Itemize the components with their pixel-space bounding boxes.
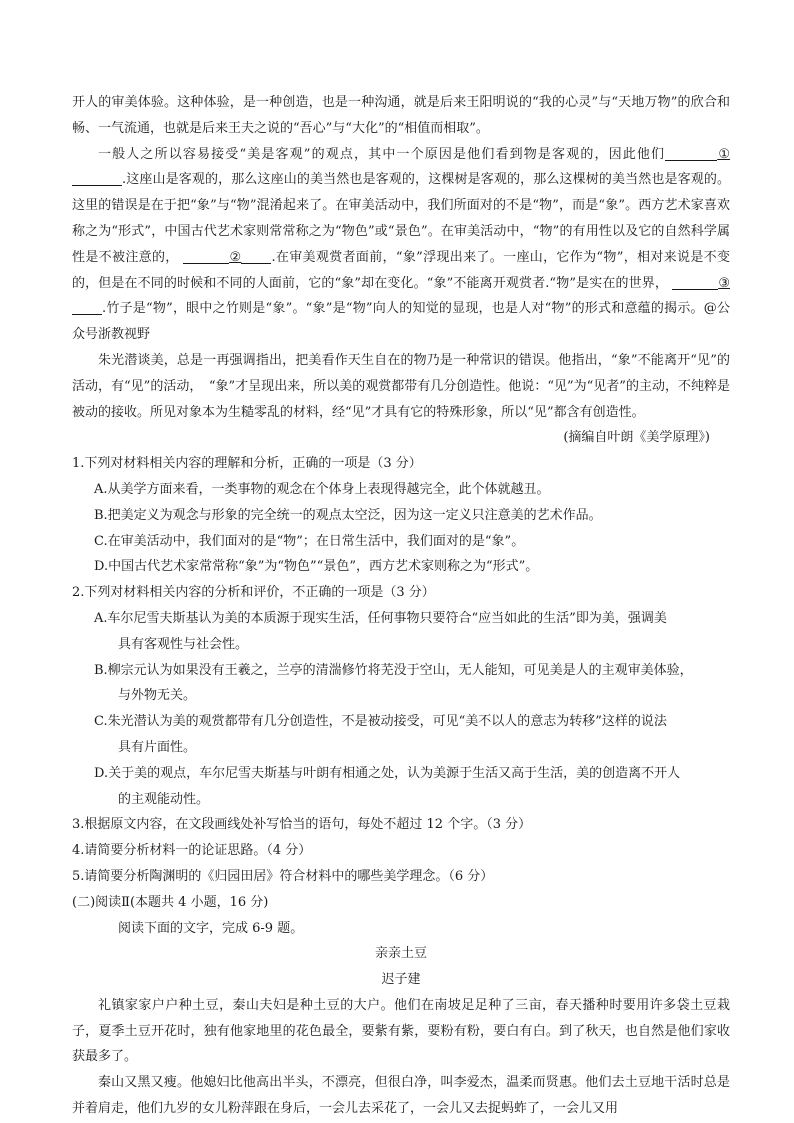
paragraph-objective-beauty	[72, 142, 730, 348]
question-4: 4.请简要分析材料一的论证思路。（4 分）	[72, 843, 312, 859]
paragraph-continuation: 开人的审美体验。这种体验，是一种创造，也是一种沟通，就是后来王阳明说的“我的心灵”与“天地万物”的欣合和畅、一气流通，也就是后来王夫之说的“吾心”与“大化”的“相值而相取”。	[72, 95, 730, 136]
option-line-continued: 的主观能动性。	[118, 791, 210, 807]
story-title: 亲亲土豆	[374, 946, 427, 962]
document-page	[72, 90, 730, 1122]
paragraph-text: .这座山是客观的，那么这座山的美当然也是客观的，这棵树是客观的，那么这棵树的美当然也是客观的。这里的错误是在于把“象”与“物”混淆起来了。在审美活动中，我们所面对的不是“物”，而是“象”。西方艺术家喜欢称之为“形式”，中国古代艺术家则常常称之为“物色”或“景色”。在审美活动中，“物”的有用性以及它的自然科学属性是不被注意的，	[72, 172, 730, 265]
paragraph-text: .在审美观赏者面前，“象”浮现出来了。一座山，它作为“物”，相对来说是不变的，但是在不同的时候和不同的人面前，它的“象”却在变化。“象”不能离开观赏者.“物”是实在的世界，	[72, 249, 731, 291]
answer-blank-2b	[241, 247, 271, 264]
question-1: 1.下列对材料相关内容的理解和分析，正确的一项是（3 分）	[72, 456, 422, 472]
answer-blank-1b	[72, 169, 122, 186]
paragraph-text: .竹子是“物”，眼中之竹则是“象”。“象”是“物”向人的知觉的显现，也是人对“物”的形式和意蕴的揭示。@公众号浙教视野	[72, 301, 730, 343]
story-paragraph-1: 礼镇家家户户种土豆，秦山夫妇是种土豆的大户。他们在南坡足足种了三亩，春天播种时要用许多袋土豆栽子，夏季土豆开花时，独有他家地里的花色最全，要紫有紫，要粉有粉，要白有白。到了秋天，也自然是他们家收获最多了。	[72, 997, 730, 1065]
blank-number-3: ③	[718, 275, 730, 291]
section-heading: (二)阅读Ⅱ(本题共 4 小题，16 分)	[72, 894, 269, 910]
question-2-option-a	[94, 606, 730, 658]
answer-blank-3a	[672, 273, 718, 290]
option-line-continued: 与外物无关。	[118, 688, 197, 704]
answer-blank-1a	[665, 144, 717, 161]
option-line: C.朱光潜认为美的观赏都带有几分创造性，不是被动接受，可见“美不以人的意志为转移”这样的说法	[94, 714, 667, 730]
blank-number-1: ①	[717, 146, 731, 162]
option-line: D.关于美的观点，车尔尼雪夫斯基与叶朗有相通之处，认为美源于生活又高于生活，美的创造离不开人	[94, 765, 681, 781]
question-3: 3.根据原文内容，在文段画线处补写恰当的语句，每处不超过 12 个字。（3 分）	[72, 817, 532, 833]
question-2-option-b	[94, 658, 730, 710]
option-line-continued: 具有片面性。	[118, 739, 197, 755]
question-1-option-a: A.从美学方面来看，一类事物的观念在个体身上表现得越完全，此个体就越丑。	[94, 481, 550, 497]
section-instruction: 阅读下面的文字，完成 6-9 题。	[118, 920, 304, 936]
blank-number-2: ②	[229, 249, 242, 265]
option-line: B.柳宗元认为如果没有王羲之，兰亭的清湍修竹将芜没于空山，无人能知，可见美是人的主观审美体验，	[94, 662, 693, 678]
story-paragraph-2: 秦山又黑又瘦。他媳妇比他高出半头，不漂亮，但很白净，叫李爱杰，温柔而贤惠。他们去土豆地干活时总是并着肩走，他们九岁的女儿粉萍跟在身后，一会儿去采花了，一会儿又去捉蚂蚱了，一会儿又用	[72, 1075, 730, 1117]
source-citation: (摘编自叶朗《美学原理》)	[563, 430, 710, 446]
story-author: 迟子建	[381, 972, 421, 988]
question-2-option-d	[94, 761, 730, 813]
question-1-option-c: C.在审美活动中，我们面对的是“物”；在日常生活中，我们面对的是“象”。	[94, 533, 525, 549]
option-line-continued: 具有客观性与社会性。	[118, 636, 249, 652]
question-1-option-d: D.中国古代艺术家常常称“象”为“物色”“景色”，西方艺术家则称之为“形式”。	[94, 559, 539, 575]
question-5: 5.请简要分析陶渊明的《归园田居》符合材料中的哪些美学理念。（6 分）	[72, 868, 494, 884]
question-2: 2.下列对材料相关内容的分析和评价，不正确的一项是（3 分）	[72, 585, 435, 601]
option-line: A.车尔尼雪夫斯基认为美的本质源于现实生活，任何事物只要符合“应当如此的生活”即为美，强调美	[94, 610, 667, 626]
question-2-option-c	[94, 709, 730, 761]
paragraph-text: 一般人之所以容易接受“美是客观”的观点，其中一个原因是他们看到物是客观的，因此他们	[98, 146, 666, 162]
question-1-option-b: B.把美定义为观念与形象的完全统一的观点太空泛，因为这一定义只注意美的艺术作品。	[94, 507, 602, 523]
answer-blank-3b	[72, 298, 102, 315]
answer-blank-2a	[183, 247, 229, 264]
paragraph-zhu-guangqian: 朱光潜谈美，总是一再强调指出，把美看作天生自在的物乃是一种常识的错误。他指出，“象”不能离开“见”的活动，有“见”的活动， “象”才呈现出来，所以美的观赏都带有几分创造性。他说：“见”为“见者”的主动，不纯粹是被动的接收。所见对象本为生糙零乱的材料，经“见”才具有它的特殊形象，所以“见”都含有创造性。	[72, 352, 730, 420]
